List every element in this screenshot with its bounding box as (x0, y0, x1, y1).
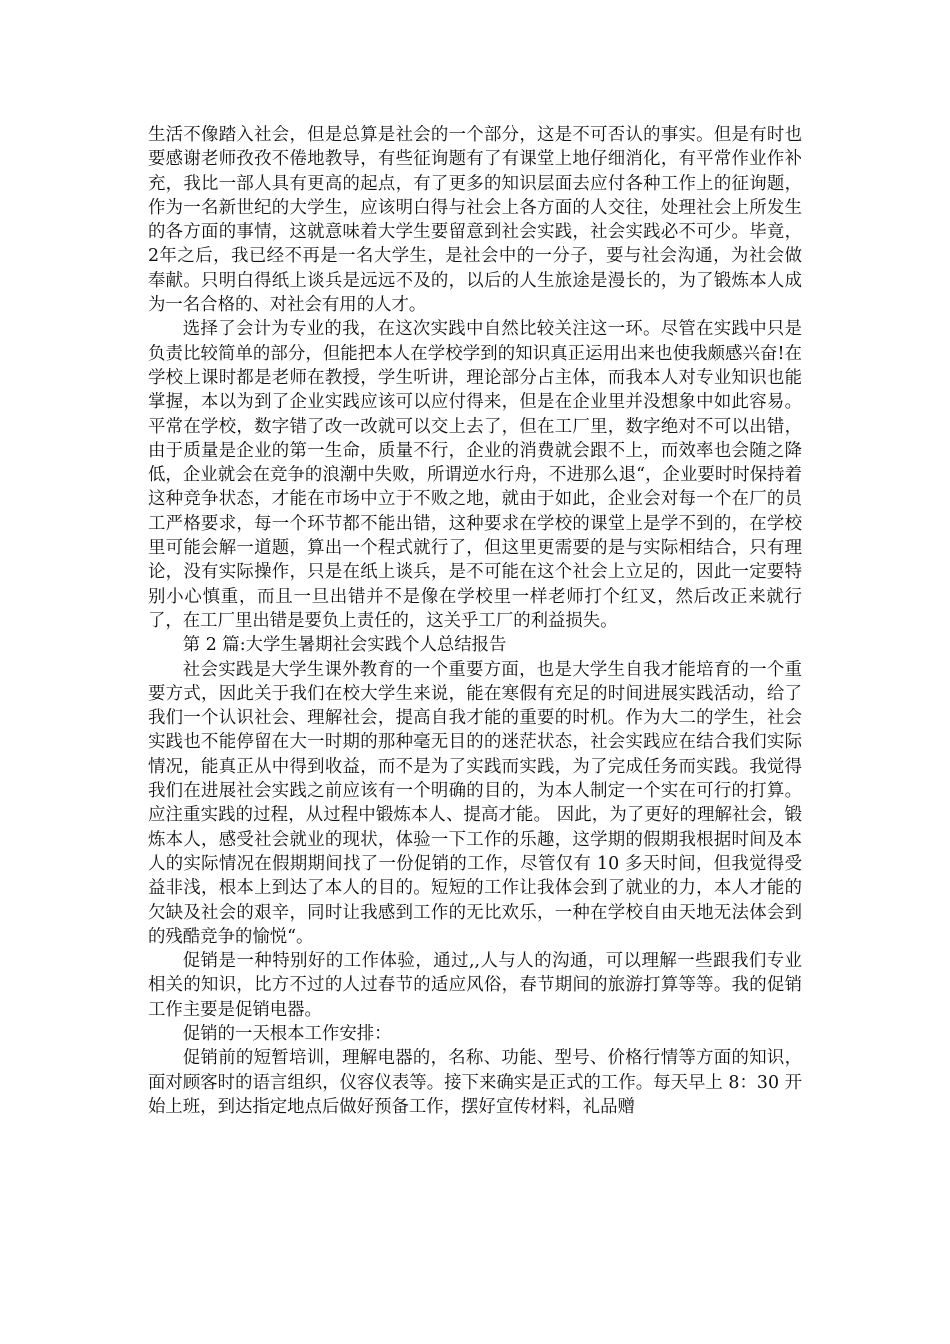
section-heading: 第 2 篇:大学生暑期社会实践个人总结报告 (182, 635, 507, 656)
paragraph-4: 促销是一种特别好的工作体验，通过,,人与人的沟通，可以理解一些跟我们专业相关的知识，比方不过的人过春节的适应风俗，春节期间的旅游打算等等。我的促销工作主要是促销电器。 (148, 951, 802, 1020)
paragraph-1: 生活不像踏入社会，但是总算是社会的一个部分，这是不可否认的事实。但是有时也要感谢老师孜孜不倦地教导，有些征询题有了有课堂上地仔细消化，有平常作业作补充，我比一部人具有更高的起点，有了更多的知识层面去应付各种工作上的征询题，作为一名新世纪的大学生，应该明白得与社会上各方面的人交往，处理社会上所发生的各方面的事情，这就意味着大学生要留意到社会实践，社会实践必不可少。毕竟，2年之后，我已经不再是一名大学生，是社会中的一分子，要与社会沟通，为社会做奉献。只明白得纸上谈兵是远远不及的，以后的人生旅途是漫长的，为了锻炼本人成为一名合格的、对社会有用的人才。 (148, 125, 802, 316)
paragraph-3: 社会实践是大学生课外教育的一个重要方面，也是大学生自我才能培育的一个重要方式，因此关于我们在校大学生来说，能在寒假有充足的时间进展实践活动，给了我们一个认识社会、理解社会，提高自我才能的重要的时机。作为大二的学生，社会实践也不能停留在大一时期的那种毫无目的的迷茫状态，社会实践应在结合我们实际情况，能真正从中得到收益，而不是为了实践而实践，为了完成任务而实践。我觉得我们在进展社会实践之前应该有一个明确的目的，为本人制定一个实在可行的打算。应注重实践的过程，从过程中锻炼本人、提高才能。 因此，为了更好的理解社会，锻炼本人，感受社会就业的现状，体验一下工作的乐趣，这学期的假期我根据时间及本人的实际情况在假期期间找了一份促销的工作，尽管仅有 10 多天时间，但我觉得受益非浅，根本上到达了本人的目的。短短的工作让我体会到了就业的力，本人才能的欠缺及社会的艰辛，同时让我感到工作的无比欢乐，一种在学校自由天地无法体会到的残酷竞争的愉悦“。 (148, 659, 802, 947)
paragraph-2: 选择了会计为专业的我，在这次实践中自然比较关注这一环。尽管在实践中只是负责比较简单的部分，但能把本人在学校学到的知识真正运用出来也使我颇感兴奋!在学校上课时都是老师在教授，学生听讲，理论部分占主体，而我本人对专业知识也能掌握，本以为到了企业实践应该可以应付得来，但是在企业里并没想象中如此容易。平常在学校，数字错了改一改就可以交上去了，但在工厂里，数字绝对不可以出错，由于质量是企业的第一生命，质量不行，企业的消费就会跟不上，而效率也会随之降低，企业就会在竞争的浪潮中失败，所谓逆水行舟，不进那么退“，企业要时时保持着这种竞争状态，才能在市场中立于不败之地，就由于如此，企业会对每一个在厂的员工严格要求，每一个环节都不能出错，这种要求在学校的课堂上是学不到的，在学校里可能会解一道题，算出一个程式就行了，但这里更需要的是与实际相结合，只有理论，没有实际操作，只是在纸上谈兵，是不可能在这个社会上立足的，因此一定要特别小心慎重，而且一旦出错并不是像在学校里一样老师打个红叉，然后改正来就行了，在工厂里出错是要负上责任的，这关乎工厂的利益损失。 (148, 319, 802, 631)
paragraph-6: 促销前的短暂培训，理解电器的，名称、功能、型号、价格行情等方面的知识，面对顾客时的语言组织，仪容仪表等。接下来确实是正式的工作。每天早上 8：30 开始上班，到达指定地点后做好预备工作，摆好宣传材料，礼品赠 (148, 1048, 802, 1117)
paragraph-5: 促销的一天根本工作安排： (182, 1023, 392, 1044)
document-page (148, 123, 802, 1119)
